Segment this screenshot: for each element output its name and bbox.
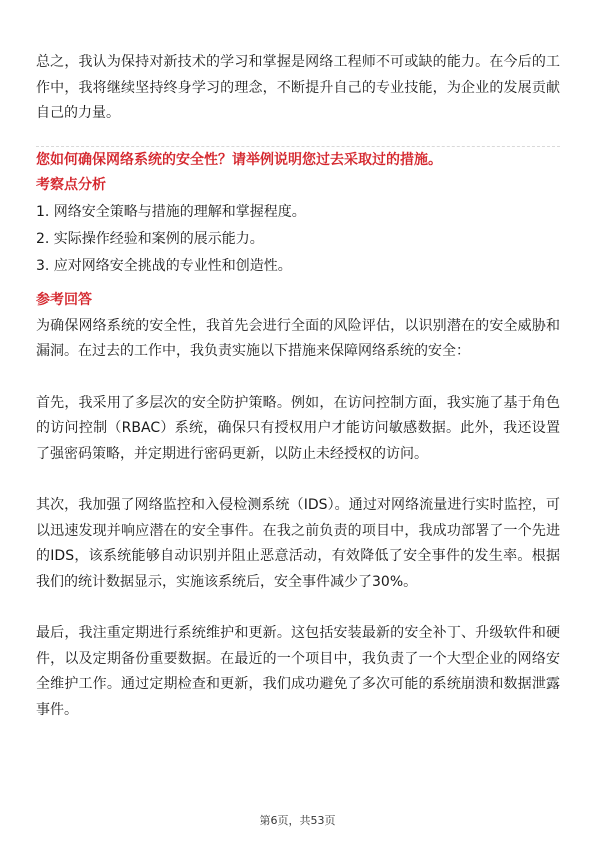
page-content (36, 50, 560, 723)
answer-paragraph: 最后，我注重定期进行系统维护和更新。这包括安装最新的安全补丁、升级软件和硬件，以及定期备份重要数据。在最近的一个项目中，我负责了一个大型企业的网络安全维护工作。通过定期检查和更新，我们成功避免了多次可能的系统崩溃和数据泄露事件。 (36, 625, 560, 718)
analysis-list (36, 199, 560, 280)
question-heading: 您如何确保网络系统的安全性？请举例说明您过去采取过的措施。 (36, 151, 442, 168)
answer-paragraph: 其次，我加强了网络监控和入侵检测系统（IDS）。通过对网络流量进行实时监控，可以迅速发现并响应潜在的安全事件。在我之前负责的项目中，我成功部署了一个先进的IDS，该系统能够自动识别并阻止恶意活动，有效降低了安全事件的发生率。根据我们的统计数据显示，实施该系统后，安全事件减少了30%。 (36, 497, 560, 590)
section-divider (36, 146, 560, 147)
answer-paragraph: 首先，我采用了多层次的安全防护策略。例如，在访问控制方面，我实施了基于角色的访问控制（RBAC）系统，确保只有授权用户才能访问敏感数据。此外，我还设置了强密码策略，并定期进行密码更新，以防止未经授权的访问。 (36, 394, 560, 462)
answer-heading: 参考回答 (36, 291, 92, 308)
answer-paragraph: 为确保网络系统的安全性，我首先会进行全面的风险评估，以识别潜在的安全威胁和漏洞。在过去的工作中，我负责实施以下措施来保障网络系统的安全： (36, 317, 560, 359)
list-item: 1. 网络安全策略与措施的理解和掌握程度。 (36, 203, 306, 220)
list-item: 3. 应对网络安全挑战的专业性和创造性。 (36, 257, 292, 274)
intro-paragraph: 总之，我认为保持对新技术的学习和掌握是网络工程师不可或缺的能力。在今后的工作中，我将继续坚持终身学习的理念，不断提升自己的专业技能，为企业的发展贡献自己的力量。 (36, 54, 560, 121)
list-item: 2. 实际操作经验和案例的展示能力。 (36, 230, 264, 247)
page-footer: 第6页，共53页 (259, 814, 336, 827)
analysis-heading: 考察点分析 (36, 176, 106, 193)
